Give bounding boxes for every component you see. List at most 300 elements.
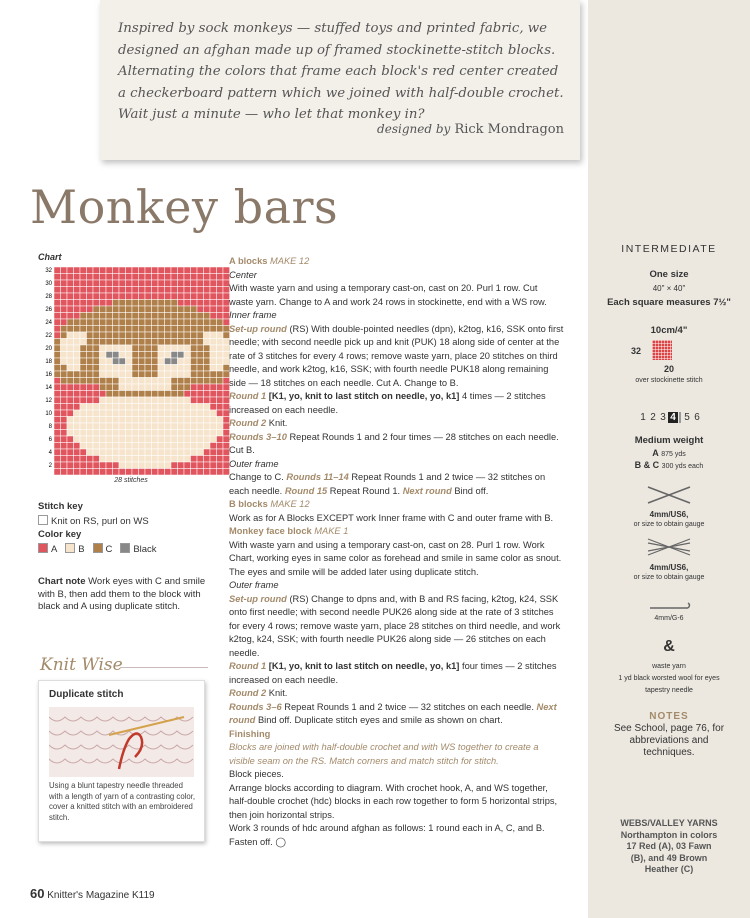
chart-cell [119,456,126,463]
knit-square-icon [38,515,48,525]
chart-cell [126,300,133,307]
chart-cell [119,300,126,307]
chart-cell [184,345,191,352]
chart-cell [54,384,61,391]
chart-cell [217,358,224,365]
chart-cell [119,430,126,437]
chart-cell [217,267,224,274]
chart-cell [152,280,159,287]
chart-cell [197,306,204,313]
chart-cell [126,404,133,411]
chart-cell [178,443,185,450]
knitwise-heading: Knit Wise [40,655,123,675]
chart-cell [217,443,224,450]
chart-cell [126,423,133,430]
chart-cell [113,469,120,476]
chart-cell [139,371,146,378]
chart-cell [158,410,165,417]
notes-heading: NOTES [649,711,689,722]
chart-cell [191,293,198,300]
instructions [229,255,564,849]
chart-cell [100,287,107,294]
chart-cell [61,404,68,411]
chart-cell [126,280,133,287]
chart-cell [80,456,87,463]
row-number-left: 8 [48,424,52,431]
chart-cell [191,417,198,424]
chart-cell [217,345,224,352]
monkey-rounds-3-6: Rounds 3–6 Repeat Rounds 1 and 2 twice — 32 stitches on each needle. Next round Bind off. Duplicate stitch eyes and smile as shown on chart. [229,701,557,725]
chart-cell [204,417,211,424]
chart-cell [54,449,61,456]
chart-cell [119,319,126,326]
chart-cell [54,267,61,274]
chart-cell [145,417,152,424]
monkey-round-2: Round 2 Knit. [229,688,288,698]
chart-cell [106,391,113,398]
gauge-title: 10cm/4" [650,325,688,336]
chart-cell [93,371,100,378]
chart-cell [113,443,120,450]
chart-cell [165,326,172,333]
chart-cell [93,313,100,320]
chart-cell [204,345,211,352]
chart-cell [100,449,107,456]
chart-cell [132,293,139,300]
chart-cell [217,319,224,326]
chart-cell [119,397,126,404]
chart-cell [132,300,139,307]
chart-cell [67,456,74,463]
chart-cell [87,339,94,346]
chart-cell [54,378,61,385]
chart-cell [152,326,159,333]
chart-cell [145,436,152,443]
chart-cell [74,280,81,287]
chart-cell [191,352,198,359]
chart-cell [93,410,100,417]
chart-cell [139,313,146,320]
chart-cell [100,371,107,378]
chart-cell [191,430,198,437]
chart-cell [80,391,87,398]
chart-cell [178,378,185,385]
chart-cell [93,384,100,391]
chart-cell [113,430,120,437]
chart-cell [171,397,178,404]
chart-cell [210,384,217,391]
chart-cell [197,404,204,411]
chart-cell [171,313,178,320]
chart-cell [93,378,100,385]
chart-cell [178,430,185,437]
chart-cell [217,300,224,307]
chart-cell [217,287,224,294]
chart-cell [171,345,178,352]
chart-cell [165,430,172,437]
chart-cell [106,423,113,430]
chart-cell [217,332,224,339]
chart-cell [184,456,191,463]
chart-cell [106,378,113,385]
chart-cell [184,462,191,469]
chart-cell [178,293,185,300]
chart-cell [54,332,61,339]
chart-cell [93,430,100,437]
chart-cell [191,436,198,443]
chart-cell [126,417,133,424]
chart-cell [184,326,191,333]
chart-cell [54,365,61,372]
chart-cell [119,358,126,365]
chart-cell [184,443,191,450]
chart-cell [178,365,185,372]
chart-cell [191,326,198,333]
chart-cell [61,443,68,450]
chart-cell [165,417,172,424]
page-footer [30,886,155,901]
color-key-title: Color key [38,529,82,540]
chart-cell [158,319,165,326]
chart-cell [67,397,74,404]
chart-cell [100,404,107,411]
chart-cell [191,391,198,398]
chart-cell [152,358,159,365]
chart-cell [204,287,211,294]
chart-cell [165,443,172,450]
chart-cell [184,449,191,456]
chart-cell [132,332,139,339]
chart-cell [132,443,139,450]
chart-cell [74,300,81,307]
chart-cell [204,462,211,469]
chart-cell [184,274,191,281]
chart-cell [139,306,146,313]
chart-cell [119,462,126,469]
chart-cell [158,384,165,391]
chart-cell [61,267,68,274]
chart-cell [54,313,61,320]
chart-cell [217,339,224,346]
chart-cell [178,267,185,274]
chart-cell [204,410,211,417]
chart-cell [74,449,81,456]
chart-cell [152,365,159,372]
chart-cell [54,404,61,411]
chart-cell [158,436,165,443]
chart-label: Chart [38,252,62,262]
chart-cell [126,391,133,398]
chart-cell [178,449,185,456]
chart-cell [217,326,224,333]
chart-cell [67,436,74,443]
row-number-left: 12 [45,398,52,405]
chart-cell [165,469,172,476]
chart-cell [197,358,204,365]
stitch-key-item: Knit on RS, purl on WS [38,515,149,527]
chart-cell [152,417,159,424]
chart-cell [126,384,133,391]
chart-cell [113,300,120,307]
chart-cell [152,397,159,404]
chart-cell [74,456,81,463]
chart-cell [80,339,87,346]
knitwise-rule [120,667,208,668]
chart-cell [106,345,113,352]
chart-cell [61,469,68,476]
chart-cell [87,352,94,359]
chart-cell [171,274,178,281]
chart-cell [87,267,94,274]
chart-cell [67,306,74,313]
chart-cell [93,267,100,274]
chart-cell [106,287,113,294]
chart-cell [54,456,61,463]
chart-cell [119,287,126,294]
chart-cell [54,287,61,294]
chart-cell [54,391,61,398]
monkey-outer-frame-subhead: Outer frame [229,580,279,590]
chart-cell [204,423,211,430]
chart-cell [158,300,165,307]
chart-cell [158,378,165,385]
chart-cell [119,436,126,443]
chart-cell [197,384,204,391]
chart-cell [171,287,178,294]
chart-cell [67,339,74,346]
chart-cell [197,267,204,274]
chart-cell [113,423,120,430]
a-setup-round: Set-up round (RS) With double-pointed needles (dpn), k2tog, k16, SSK onto first needle; with second needle pick up and knit (PUK) 18 along side of center at the rate of 3 stitches for every 4 rows; remove waste yarn, place 20 stitches on third needle, and work k2tog, k16, SSK; with fourth needle PUK18 along remaining side — 18 stitches on each needle. Cut A. Change to B. [229,323,564,388]
chart-cell [171,449,178,456]
chart-cell [132,287,139,294]
chart-cell [152,443,159,450]
chart-cell [204,293,211,300]
chart-cell [74,436,81,443]
chart-cell [191,287,198,294]
chart-cell [145,280,152,287]
chart-cell [80,384,87,391]
chart-cell [100,319,107,326]
chart-cell [191,313,198,320]
chart-cell [100,462,107,469]
chart-cell [152,384,159,391]
chart-cell [197,319,204,326]
center-subhead: Center [229,269,257,280]
chart-cell [145,404,152,411]
chart-cell [165,339,172,346]
chart-cell [171,417,178,424]
chart-cell [61,274,68,281]
chart-cell [106,365,113,372]
chart-cell [93,352,100,359]
chart-cell [132,267,139,274]
chart-cell [106,410,113,417]
knitwise-title: Duplicate stitch [49,689,124,700]
chart-cell [74,293,81,300]
chart-cell [132,423,139,430]
chart-cell [113,384,120,391]
chart-cell [210,417,217,424]
chart-cell [132,280,139,287]
chart-cell [184,365,191,372]
chart-cell [165,397,172,404]
a-blocks-heading: A blocks MAKE 12 [229,256,310,266]
chart-cell [139,378,146,385]
chart-cell [145,352,152,359]
chart-cell [191,319,198,326]
chart-cell [100,280,107,287]
row-number-left: 10 [45,411,52,418]
chart-cell [132,384,139,391]
chart-cell [152,423,159,430]
skill-level: INTERMEDIATE [621,243,717,255]
outer-frame-subhead: Outer frame [229,458,279,469]
chart-cell [106,300,113,307]
monkey-chart [40,264,230,476]
chart-cell [119,345,126,352]
chart-cell [61,339,68,346]
chart-cell [74,326,81,333]
chart-cell [93,469,100,476]
chart-cell [184,384,191,391]
chart-cell [184,352,191,359]
row-number-left: 14 [45,385,52,392]
chart-cell [197,469,204,476]
chart-cell [217,404,224,411]
chart-cell [139,267,146,274]
chart-cell [119,352,126,359]
chart-cell [113,404,120,411]
chart-cell [139,417,146,424]
chart-cell [106,274,113,281]
chart-cell [217,352,224,359]
chart-cell [210,456,217,463]
chart-cell [119,280,126,287]
chart-cell [119,326,126,333]
chart-cell [113,293,120,300]
chart-cell [191,358,198,365]
chart-cell [158,267,165,274]
chart-cell [178,300,185,307]
b-blocks-heading: B blocks MAKE 12 [229,499,310,509]
chart-cell [61,436,68,443]
chart-cell [93,345,100,352]
row-number-left: 20 [45,346,52,353]
chart-cell [165,371,172,378]
chart-cell [158,274,165,281]
chart-cell [210,358,217,365]
chart-cell [204,397,211,404]
chart-cell [152,404,159,411]
chart-cell [126,371,133,378]
chart-cell [113,267,120,274]
chart-cell [165,319,172,326]
chart-cell [204,332,211,339]
chart-cell [80,280,87,287]
chart-cell [197,280,204,287]
chart-cell [197,339,204,346]
chart-cell [210,410,217,417]
chart-cell [171,280,178,287]
chart-cell [197,274,204,281]
chart-cell [74,410,81,417]
chart-cell [113,306,120,313]
chart-cell [210,378,217,385]
chart-cell [87,326,94,333]
chart-cell [217,397,224,404]
chart-cell [113,345,120,352]
chart-cell [106,371,113,378]
chart-cell [210,469,217,476]
chart-cell [80,397,87,404]
chart-cell [106,352,113,359]
chart-cell [184,410,191,417]
chart-cell [87,306,94,313]
chart-cell [217,456,224,463]
chart-cell [67,280,74,287]
ampersand: & [663,638,675,655]
chart-cell [165,404,172,411]
chart-cell [204,313,211,320]
chart-cell [67,313,74,320]
chart-cell [197,300,204,307]
chart-cell [87,378,94,385]
chart-cell [106,443,113,450]
chart-cell [67,345,74,352]
chart-cell [217,371,224,378]
chart-cell [197,443,204,450]
chart-cell [184,423,191,430]
chart-cell [80,423,87,430]
chart-cell [210,462,217,469]
chart-cell [80,274,87,281]
chart-cell [119,313,126,320]
chart-cell [119,378,126,385]
chart-cell [204,365,211,372]
chart-cell [210,287,217,294]
chart-cell [210,326,217,333]
chart-cell [139,462,146,469]
chart-cell [152,274,159,281]
chart-cell [178,404,185,411]
chart-cell [158,443,165,450]
chart-cell [132,326,139,333]
a-outer-frame-text: Change to C. Rounds 11–14 Repeat Rounds 1 and 2 twice — 32 stitches on each needle. Round 15 Repeat Round 1. Next round Bind off. [229,472,546,496]
chart-cell [119,365,126,372]
chart-cell [217,436,224,443]
chart-cell [204,436,211,443]
chart-cell [100,358,107,365]
chart-cell [61,423,68,430]
chart-cell [54,410,61,417]
chart-cell [165,345,172,352]
monkey-heading: Monkey face block MAKE 1 [229,526,349,536]
chart-cell [132,371,139,378]
chart-cell [210,436,217,443]
chart-cell [93,293,100,300]
color-a-swatch [38,543,48,553]
chart-cell [87,371,94,378]
chart-cell [87,384,94,391]
chart-cell [61,345,68,352]
chart-cell [178,410,185,417]
chart-cell [106,293,113,300]
chart-cell [152,462,159,469]
chart-cell [152,319,159,326]
chart-cell [100,397,107,404]
chart-cell [217,430,224,437]
